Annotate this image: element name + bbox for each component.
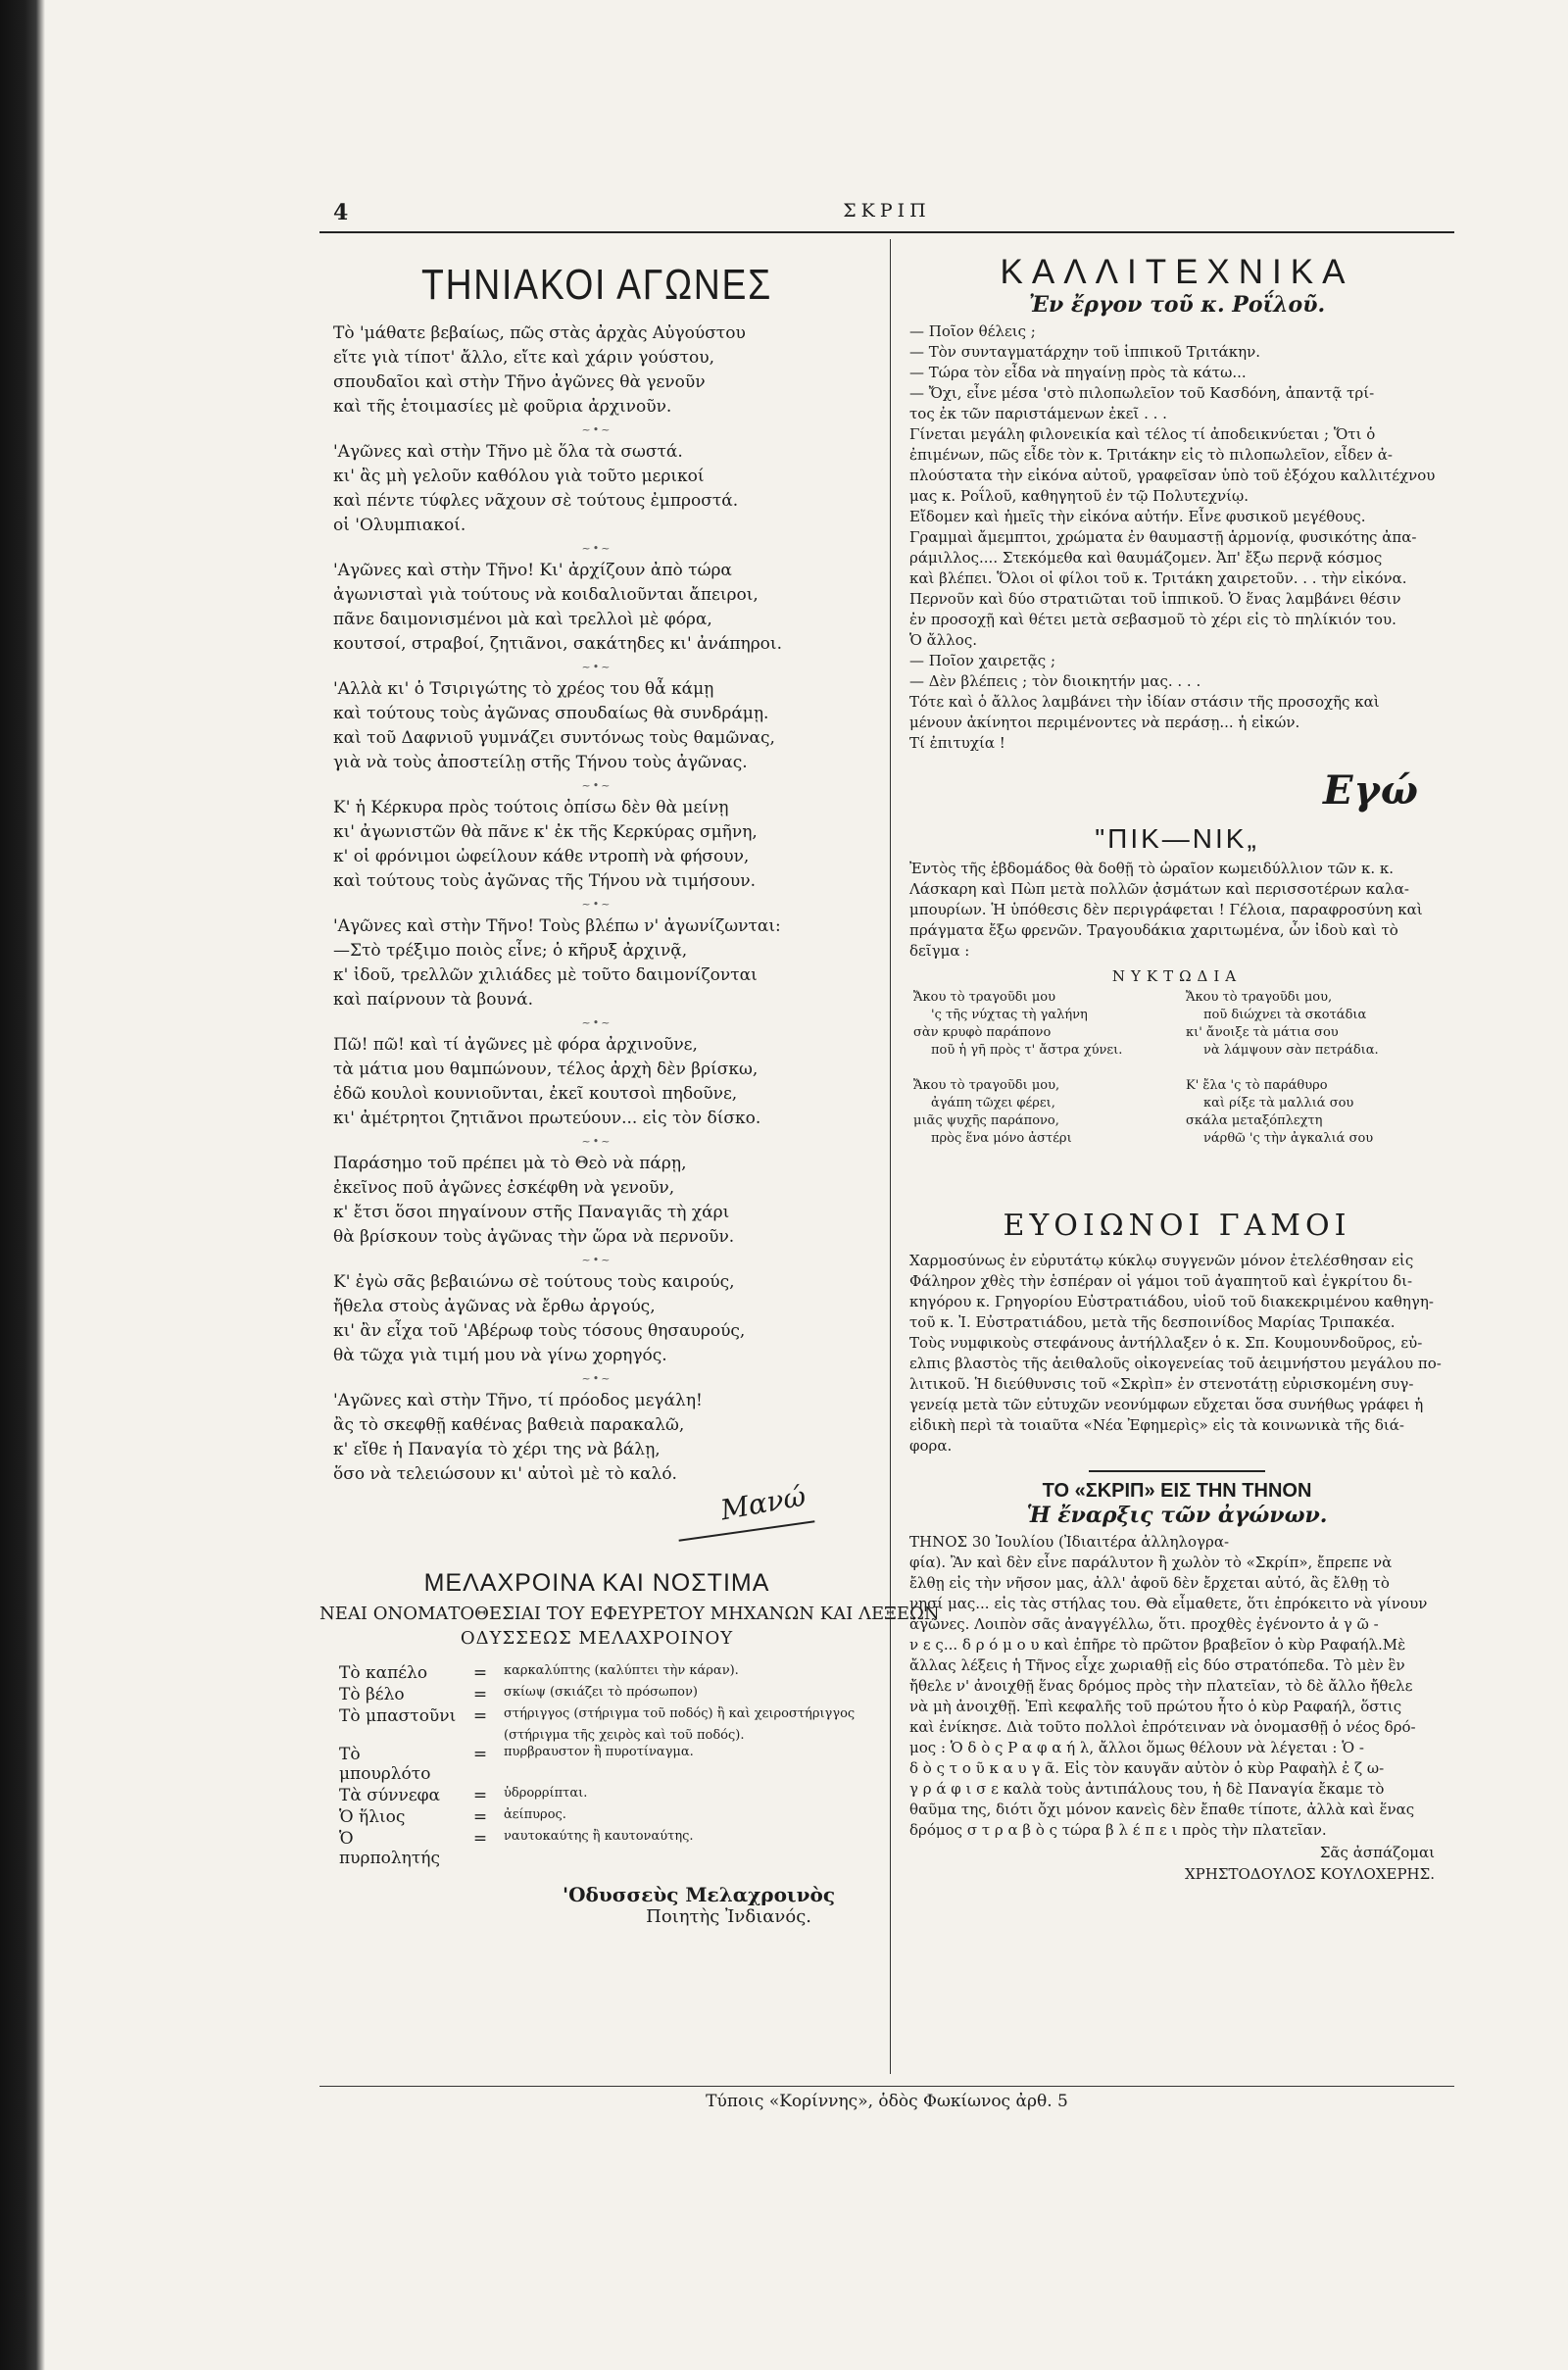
poem-verse: 'ς τῆς νύχτας τὴ γαλήνη [931, 1008, 1088, 1022]
definition-term: Ὁ ἥλιος [339, 1807, 406, 1827]
definition-meaning: καρκαλύπτης (καλύπτει τὴν κάραν). [504, 1663, 739, 1678]
piknik-line: μπουρίων. Ἡ ὑπόθεσις δὲν περιγράφεται ! Γέλοια, παραφροσύνη καὶ [909, 901, 1423, 918]
definition-row [319, 1662, 874, 1684]
gamoi-line: γενείᾳ μετὰ τῶν εὐτυχῶν νεονύμφων εὔχεται ὅσα συνήθως γράφει ἡ [909, 1396, 1424, 1413]
gamoi-line: Χαρμοσύνως ἐν εὐρυτάτῳ κύκλῳ συγγενῶν μόνον ἐτελέσθησαν εἰς [909, 1252, 1414, 1269]
kallitexnika-line: πλούστατα τὴν εἰκόνα αὐτοῦ, γραφεῖσαν ὑπὸ τοῦ ἐξόχου καλλιτέχνου [909, 467, 1436, 484]
tinos-line: μος : Ὁ δ ὸ ς Ρ α φ α ή λ, ἄλλοι ὅμως θέλουν νὰ λέγεται : Ὁ - [909, 1739, 1364, 1756]
gamoi-line: ελπις βλαστὸς τῆς ἀειθαλοῦς οἰκογενείας τοῦ ἀειμνήστου μεγάλου πο- [909, 1355, 1442, 1372]
word-definitions-table [319, 1662, 874, 1869]
poem-title-nyktodia: ΝΥΚΤΩΔΙΑ [1111, 967, 1243, 985]
poem-line: τὰ μάτια μου θαμπώνουν, τέλος ἀρχὴ δὲν βρίσκω, [333, 1060, 759, 1079]
poem-stanzas [319, 321, 874, 1487]
signer-title: Ποιητὴς Ἰνδιανός. [646, 1906, 811, 1927]
tinos-line: γ ρ ά φ ι σ ε καλὰ τοὺς ἀντιπάλους του, ἡ δὲ Παναγία ἔκαμε τὸ [909, 1780, 1385, 1798]
stanza-ornament: ~•~ [581, 542, 612, 555]
poem-line: κι' ἀμέτρητοι ζητιᾶνοι πρωτεύουν... εἰς τὸν δίσκο. [333, 1109, 761, 1128]
poem-line: θὰ βρίσκουν τοὺς ἀγῶνας τὴν ὥρα νὰ περνοῦν. [333, 1227, 735, 1247]
poem-line: γιὰ νὰ τοὺς ἀποστείλῃ στῆς Τήνου τοὺς ἀγῶνας. [333, 753, 748, 772]
poem-line: ἂς τὸ σκεφθῇ καθένας βαθειὰ παρακαλῶ, [333, 1415, 685, 1435]
tinos-text [909, 1532, 1454, 1841]
tinos-line: ἀγῶνες. Λοιπὸν σᾶς ἀναγγέλλω, ὅτι. προχθὲς ἐγένοντο ἀ γ ῶ - [909, 1615, 1379, 1633]
stanza [333, 440, 874, 538]
tinos-line: δρόμος σ τ ρ α β ὸ ς τώρα β λ έ π ε ι πρὸς τὴν πλατεῖαν. [909, 1821, 1327, 1839]
tinos-line: νησί μας... εἰς τὰς στήλας του. Θὰ εἶμαθετε, ὅτι ἐπρόκειτο νὰ γίνουν [909, 1595, 1428, 1612]
definition-meaning: ὑδρορρίπται. [504, 1786, 588, 1801]
definition-term: Τὸ βέλο [339, 1685, 405, 1704]
kallitexnika-line: — Ποῖον χαιρετᾷς ; [909, 652, 1056, 669]
poem-line: κ' ἔτσι ὅσοι πηγαίνουν στῆς Παναγιᾶς τὴ χάρι [333, 1203, 730, 1222]
equals-sign: = [472, 1829, 488, 1849]
tinos-line: ἔλθῃ εἰς τὴν νῆσον μας, ἀλλ' ἀφοῦ δὲν ἔρχεται αὐτό, ἂς ἔλθῃ τὸ [909, 1574, 1390, 1592]
kallitexnika-line: τος ἐκ τῶν παριστάμενων ἐκεῖ . . . [909, 405, 1167, 422]
poem-line: 'Αγῶνες καὶ στὴν Τῆνο! Τοὺς βλέπω ν' ἀγωνίζωνται: [333, 916, 781, 936]
poem-line: —Στὸ τρέξιμο ποιὸς εἶνε; ὁ κῆρυξ ἀρχινᾷ, [333, 941, 688, 961]
footer-rule [319, 2086, 1454, 2087]
tinos-line: ἤθελε ν' ἀνοιχθῇ ἕνας δρόμος πρὸς τὴν πλατεῖαν, τὸ δὲ ἄλλο ἤθελε [909, 1677, 1413, 1695]
tinos-line: καὶ ἐνίκησε. Διὰ τοῦτο πολλοὶ ἐπρότειναν νὰ ὀνομασθῇ ὁ νέος δρό- [909, 1718, 1416, 1736]
poem-verse: Ἄκου τὸ τραγοῦδι μου, [1186, 990, 1333, 1005]
poem-line: ὅσο νὰ τελειώσουν κι' αὐτοὶ μὲ τὸ καλό. [333, 1464, 677, 1484]
gamoi-line: τοῦ κ. Ἰ. Εὐστρατιάδου, μετὰ τῆς δεσποινίδος Μαρίας Τριπακέα. [909, 1313, 1396, 1331]
kallitexnika-line: Γραμμαὶ ἄμεμπτοι, χρώματα ἐν θαυμαστῇ ἁρμονίᾳ, φυσικότης ἀπα- [909, 528, 1417, 546]
letter-greeting: Σᾶς ἀσπάζομαι [1319, 1844, 1435, 1861]
equals-sign: = [472, 1663, 488, 1683]
tinos-line: ΤΗΝΟΣ 30 Ἰουλίου (Ἰδιαιτέρα ἀλληλογρα- [909, 1533, 1230, 1551]
stanza [333, 559, 874, 657]
poem-line: ἐδῶ κουλοὶ κουνιοῦνται, ἐκεῖ κουτσοὶ πηδοῦνε, [333, 1084, 738, 1104]
piknik-line: Ἐντὸς τῆς ἑβδομάδος θὰ δοθῇ τὸ ὡραῖον κωμειδύλλιον τῶν κ. κ. [909, 860, 1395, 877]
poem-verse: ποῦ ἡ γῆ πρὸς τ' ἄστρα χύνει. [931, 1043, 1123, 1058]
definition-meaning: ἀείπυρος. [504, 1807, 566, 1822]
poem-line: 'Αγῶνες καὶ στὴν Τῆνο! Κι' ἀρχίζουν ἀπὸ τώρα [333, 561, 732, 580]
poem-line: 'Αλλὰ κι' ὁ Τσιριγώτης τὸ χρέος του θἆ κάμῃ [333, 679, 714, 699]
poem-line: Πῶ! πῶ! καὶ τί ἀγῶνες μὲ φόρα ἀρχινοῦνε, [333, 1035, 698, 1055]
definition-term [319, 1727, 459, 1744]
kallitexnika-line: Τί ἐπιτυχία ! [909, 734, 1005, 752]
gamoi-line: φορα. [909, 1437, 953, 1455]
gamoi-line: λιτικοῦ. Ἡ διεύθυνσις τοῦ «Σκρὶπ» ἐν στενοτάτῃ εὐρισκομένη συγ- [909, 1375, 1414, 1393]
tinos-line: φία). Ἂν καὶ δὲν εἶνε παράλυτον ἢ χωλὸν τὸ «Σκρίπ», ἔπρεπε νὰ [909, 1554, 1393, 1571]
kallitexnika-line: Περνοῦν καὶ δύο στρατιῶται τοῦ ἱππικοῦ. Ὁ ἕνας λαμβάνει θέσιν [909, 590, 1401, 608]
kallitexnika-subtitle: Ἐν ἔργον τοῦ κ. Ροΐλοῦ. [1028, 292, 1326, 318]
poem-line: Τὸ 'μάθατε βεβαίως, πῶς στὰς ἀρχὰς Αὐγούστου [333, 323, 746, 343]
stanza [333, 914, 874, 1012]
equals-sign [459, 1727, 502, 1744]
definition-term: Τὸ μπαστοῦνι [339, 1706, 457, 1726]
definition-term: Τὸ μπουρλότο [339, 1745, 431, 1784]
kallitexnika-line: — Τώρα τὸν εἶδα νὰ πηγαίνῃ πρὸς τὰ κάτω... [909, 364, 1247, 381]
stanza-ornament: ~•~ [581, 1372, 612, 1385]
definition-meaning: στήριγγος (στήριγμα τοῦ ποδός) ἢ καὶ χειροστήριγγος [504, 1706, 856, 1721]
poem-verse [1186, 1060, 1450, 1077]
section-title-piknik: "ΠΙΚ—ΝΙΚ„ [1095, 823, 1259, 854]
kallitexnika-line: Εἴδομεν καὶ ἡμεῖς τὴν εἰκόνα αὐτήν. Εἶνε φυσικοῦ μεγέθους. [909, 508, 1366, 525]
kallitexnika-line: — Δὲν βλέπεις ; τὸν διοικητήν μας. . . . [909, 672, 1201, 690]
poem-verse: μιᾶς ψυχῆς παράπονο, [913, 1113, 1059, 1128]
piknik-line: πράγματα ἔξω φρενῶν. Τραγουδάκια χαριτωμένα, ὧν ἰδοὺ καὶ τὸ [909, 921, 1398, 939]
stanza [333, 1033, 874, 1131]
stanza-ornament: ~•~ [581, 661, 612, 673]
poem-columns [900, 989, 1454, 1195]
poem-line: οἱ 'Ολυμπιακοί. [333, 516, 466, 535]
poem-right [1186, 989, 1450, 1148]
kallitexnika-line: ράμιλλος.... Στεκόμεθα καὶ θαυμάζομεν. Ἀπ' ἔξω περνᾷ κόσμος [909, 549, 1383, 567]
definition-row [319, 1744, 874, 1785]
kallitexnika-line: Τότε καὶ ὁ ἄλλος λαμβάνει τὴν ἰδίαν στάσιν τῆς προσοχῆς καὶ [909, 693, 1380, 711]
poem-verse: πρὸς ἕνα μόνο ἀστέρι [931, 1131, 1072, 1146]
definition-meaning: πυρβραυστον ἢ πυροτίναγμα. [504, 1745, 694, 1759]
poem-line: καὶ παίρνουν τὰ βουνά. [333, 990, 534, 1010]
poem-line: καὶ τούτους τοὺς ἀγῶνας σπουδαίως θὰ συνδράμῃ. [333, 704, 769, 723]
poem-line: ἀγωνισταὶ γιὰ τούτους νὰ κοιδαλιοῦνται ἄπειροι, [333, 585, 759, 605]
kallitexnika-signature: Εγώ [1323, 767, 1419, 814]
poem-line: σπουδαῖοι καὶ στὴν Τῆνο ἀγῶνες θὰ γενοῦν [333, 372, 706, 392]
poem-verse: καὶ ρίξε τὰ μαλλιά σου [1203, 1096, 1354, 1111]
gamoi-line: Τοὺς νυμφικοὺς στεφάνους ἀντήλλαξεν ὁ κ. Σπ. Κουμουνδοῦρος, εὐ- [909, 1334, 1423, 1352]
poem-line: Παράσημο τοῦ πρέπει μὰ τὸ Θεὸ νὰ πάρῃ, [333, 1154, 687, 1173]
poem-verse: νὰ λάμψουν σὰν πετράδια. [1203, 1043, 1379, 1058]
gamoi-text [909, 1251, 1454, 1457]
tinos-line: δ ὸ ς τ ο ῦ κ α υ γ ᾶ. Εἰς τὸν καυγᾶν αὐτὸν ὁ κὺρ Ραφαὴλ ἐ ζ ω- [909, 1759, 1385, 1777]
stanza [333, 796, 874, 894]
poem-verse: κι' ἄνοιξε τὰ μάτια σου [1186, 1025, 1339, 1040]
stanza [333, 1389, 874, 1487]
author-signature: Μανώ [717, 1479, 808, 1527]
poem-line: 'Αγῶνες καὶ στὴν Τῆνο, τί πρόοδος μεγάλη! [333, 1391, 703, 1410]
section-title-melaxroina: ΜΕΛΑΧΡΟΙΝΑ ΚΑΙ ΝΟΣΤΙΜΑ [423, 1569, 770, 1597]
gamoi-line: εἰδικὴ περὶ τὰ τοιαῦτα «Νέα Ἐφημερὶς» εἰς τὰ κοινωνικὰ τῆς διά- [909, 1416, 1404, 1434]
kallitexnika-line: — Ποῖον θέλεις ; [909, 322, 1036, 340]
masthead: ΣΚΡΙΠ [843, 200, 931, 222]
poem-verse: Ἄκου τὸ τραγοῦδι μου, [913, 1078, 1060, 1093]
kallitexnika-line: Γίνεται μεγάλη φιλονεικία καὶ τέλος τί ἀποδεικνύεται ; Ὅτι ὁ [909, 425, 1376, 443]
poem-line: Κ' ἡ Κέρκυρα πρὸς τούτοις ὀπίσω δὲν θὰ μείνῃ [333, 798, 729, 817]
right-column [900, 253, 1454, 1884]
equals-sign: = [472, 1807, 488, 1827]
scan-edge [0, 0, 45, 2370]
kallitexnika-line: ἐν προσοχῇ καὶ θέτει μετὰ σεβασμοῦ τὸ χέρι εἰς τὸ πηλίκιόν του. [909, 611, 1396, 628]
poem-verse: Κ' ἔλα 'ς τὸ παράθυρο [1186, 1078, 1328, 1093]
poem-line: Κ' ἐγὼ σᾶς βεβαιώνω σὲ τούτους τοὺς καιρούς, [333, 1272, 735, 1292]
kallitexnika-line: ἐπιμένων, πῶς εἶδε τὸν κ. Τριτάκην εἰς τὸ πιλοπωλεῖον, εἶδεν ἀ- [909, 446, 1393, 464]
definition-term: Τὰ σύννεφα [339, 1786, 441, 1805]
stanza [333, 1152, 874, 1250]
section-title-gamoi: ΕΥΟΙΩΝΟΙ ΓΑΜΟΙ [1003, 1209, 1351, 1243]
definition-row [319, 1785, 874, 1806]
newspaper-page [319, 192, 1454, 2133]
definition-meaning: (στήριγμα τῆς χειρὸς καὶ τοῦ ποδός). [504, 1728, 745, 1743]
poem-verse: ἀγάπη τῶχει φέρει, [931, 1096, 1055, 1111]
poem-line: 'Αγῶνες καὶ στὴν Τῆνο μὲ ὅλα τὰ σωστά. [333, 442, 683, 462]
piknik-line: δεῖγμα : [909, 942, 970, 960]
poem-line: κι' ἂν εἶχα τοῦ 'Αβέρωφ τοὺς τόσους θησαυρούς, [333, 1321, 746, 1341]
tinos-line: ἄλλας λέξεις ἡ Τῆνος εἶχε χωριαθῇ εἰς δύο στρατόπεδα. Τὸ μὲν ἓν [909, 1656, 1405, 1674]
stanza-ornament: ~•~ [581, 779, 612, 792]
poem-line: καὶ τῆς ἑτοιμασίες μὲ φοῦρια ἀρχινοῦν. [333, 397, 672, 417]
definition-meaning: ναυτοκαύτης ἢ καυτοναύτης. [504, 1829, 694, 1844]
tinos-line: θαῦμα της, διότι ὄχι μόνον κανεὶς δὲν ἔπαθε τίποτε, ἀλλὰ καὶ ἕνας [909, 1801, 1415, 1818]
gamoi-line: κηγόρου κ. Γρηγορίου Εὐστρατιάδου, υἱοῦ τοῦ διακεκριμένου καθηγη- [909, 1293, 1434, 1310]
poem-line: κ' ἰδοῦ, τρελλῶν χιλιάδες μὲ τοῦτο δαιμονίζονται [333, 965, 758, 985]
poem-verse: νάρθῶ 'ς τὴν ἀγκαλιά σου [1203, 1131, 1374, 1146]
poem-line: κι' ἂς μὴ γελοῦν καθόλου γιὰ τοῦτο μερικοί [333, 467, 705, 486]
stanza [333, 321, 874, 420]
poem-line: κουτσοί, στραβοί, ζητιᾶνοι, σακάτηδες κι' ἀνάπηροι. [333, 634, 782, 654]
poem-line: καὶ τούτους τοὺς ἀγῶνας τῆς Τήνου νὰ τιμήσουν. [333, 871, 756, 891]
poem-verse [913, 1060, 1178, 1077]
stanza-ornament: ~•~ [581, 1135, 612, 1148]
poem-line: θὰ τῶχα γιὰ τιμή μου νὰ γίνω χορηγός. [333, 1346, 667, 1365]
stanza [333, 1270, 874, 1368]
poem-line: καὶ τοῦ Δαφνιοῦ γυμνάζει συντόνως τοὺς θαμῶνας, [333, 728, 775, 748]
poem-line: κ' οἱ φρόνιμοι ὠφείλουν κάθε ντροπὴ νὰ φήσουν, [333, 847, 750, 866]
signature-block [319, 1479, 874, 1565]
signer-name: 'Οδυσσεὺς Μελαχροινὸς [562, 1883, 835, 1906]
kallitexnika-line: μένουν ἀκίνητοι περιμένοντες νὰ περάσῃ... ἡ εἰκών. [909, 714, 1300, 731]
kallitexnika-line: καὶ βλέπει. Ὅλοι οἱ φίλοι τοῦ κ. Τριτάκη χαιρετοῦν. . . τὴν εἰκόνα. [909, 569, 1407, 587]
kallitexnika-line: — Τὸν συνταγματάρχην τοῦ ἱππικοῦ Τριτάκην. [909, 343, 1261, 361]
definition-term: Τὸ καπέλο [339, 1663, 428, 1683]
poem-line: ἐκεῖνος ποῦ ἀγῶνες ἐσκέφθη νὰ γενοῦν, [333, 1178, 675, 1198]
section-author-line: ΟΔΥΣΣΕΩΣ ΜΕΛΑΧΡΟΙΝΟΥ [460, 1628, 734, 1649]
letter-signer: ΧΡΗΣΤΟΔΟΥΛΟΣ ΚΟΥΛΟΧΕΡΗΣ. [1184, 1865, 1435, 1883]
piknik-line: Λάσκαρη καὶ Πὼπ μετὰ πολλῶν ᾀσμάτων καὶ περισσοτέρων καλα- [909, 880, 1409, 898]
poem-verse: Ἄκου τὸ τραγοῦδι μου [913, 990, 1056, 1005]
tinos-line: νὰ μὴ ἀνοιχθῇ. Ἐπὶ κεφαλῆς τοῦ πρώτου ἦτο ὁ κὺρ Ραφαήλ, ὅστις [909, 1698, 1402, 1715]
poem-line: καὶ πέντε τύφλες νᾶχουν σὲ τούτους ἐμπροστά. [333, 491, 739, 511]
equals-sign: = [472, 1786, 488, 1805]
stanza-ornament: ~•~ [581, 1016, 612, 1029]
section-title-tinos: ΤΟ «ΣΚΡΙΠ» ΕΙΣ ΤΗΝ ΤΗΝΟΝ [1042, 1480, 1312, 1502]
section-title-kallitexnika: ΚΑΛΛΙΤΕΧΝΙΚΑ [1000, 253, 1354, 291]
equals-sign: = [472, 1685, 488, 1704]
kallitexnika-line: μας κ. Ροΐλοῦ, καθηγητοῦ ἐν τῷ Πολυτεχνίῳ. [909, 487, 1249, 505]
section-separator [1089, 1470, 1265, 1472]
tinos-subtitle: Ἡ ἔναρξις τῶν ἀγώνων. [1026, 1503, 1328, 1528]
kallitexnika-line: Ὁ ἄλλος. [909, 631, 978, 649]
poem-left [913, 989, 1178, 1148]
definition-row [319, 1705, 874, 1727]
stanza [333, 677, 874, 775]
definition-term: Ὁ πυρπολητής [339, 1829, 440, 1868]
stanza-ornament: ~•~ [581, 898, 612, 911]
equals-sign: = [472, 1745, 488, 1764]
header-rule [319, 231, 1454, 233]
page-number: 4 [333, 200, 349, 225]
stanza-ornament: ~•~ [581, 423, 612, 436]
equals-sign: = [472, 1706, 488, 1726]
definition-meaning: σκίωψ (σκιάζει τὸ πρόσωπον) [504, 1685, 698, 1700]
definition-row [319, 1684, 874, 1705]
page-header [319, 192, 1454, 235]
kallitexnika-text [909, 321, 1454, 754]
definition-row [319, 1828, 874, 1869]
poem-line: εἴτε γιὰ τίποτ' ἄλλο, εἴτε καὶ χάριν γούστου, [333, 348, 714, 368]
poem-line: κ' εἴθε ἡ Παναγία τὸ χέρι της νὰ βάλῃ, [333, 1440, 661, 1459]
signature-flourish [679, 1520, 815, 1541]
poem-line: κι' ἀγωνιστῶν θὰ πᾶνε κ' ἐκ τῆς Κερκύρας σμῆνη, [333, 822, 758, 842]
poem-verse: σκάλα μεταξόπλεχτη [1186, 1113, 1323, 1128]
piknik-text [909, 859, 1454, 962]
printer-imprint: Τύποις «Κορίννης», ὁδὸς Φωκίωνος ἀρθ. 5 [706, 2092, 1068, 2111]
section-subtitle: ΝΕΑΙ ΟΝΟΜΑΤΟΘΕΣΙΑΙ ΤΟΥ ΕΦΕΥΡΕΤΟΥ ΜΗΧΑΝΩΝ ΚΑΙ ΛΕΞΕΩΝ [319, 1604, 940, 1624]
article-title-agones: ΤΗΝΙΑΚΟΙ ΑΓΩΝΕΣ [421, 261, 772, 309]
poem-verse: ποῦ διώχνει τὰ σκοτάδια [1203, 1008, 1367, 1022]
column-divider [890, 239, 891, 2074]
gamoi-line: Φάληρον χθὲς τὴν ἑσπέραν οἱ γάμοι τοῦ ἀγαπητοῦ καὶ ἐγκρίτου δι- [909, 1272, 1413, 1290]
poem-line: πᾶνε δαιμονισμένοι μὰ καὶ τρελλοὶ μὲ φόρα, [333, 610, 712, 629]
definition-row [319, 1806, 874, 1828]
poem-verse: σὰν κρυφὸ παράπονο [913, 1025, 1052, 1040]
kallitexnika-line: — Ὄχι, εἶνε μέσα 'στὸ πιλοπωλεῖον τοῦ Κασδόνη, ἀπαντᾷ τρί- [909, 384, 1375, 402]
tinos-line: ν ε ς... δ ρ ό μ ο υ καὶ ἐπῆρε τὸ πρῶτον βραβεῖον ὁ κὺρ Ραφαήλ.Μὲ [909, 1636, 1406, 1654]
poem-line: ἤθελα στοὺς ἀγῶνας νὰ ἔρθω ἀργούς, [333, 1297, 656, 1316]
definition-row [319, 1727, 874, 1744]
stanza-ornament: ~•~ [581, 1254, 612, 1266]
